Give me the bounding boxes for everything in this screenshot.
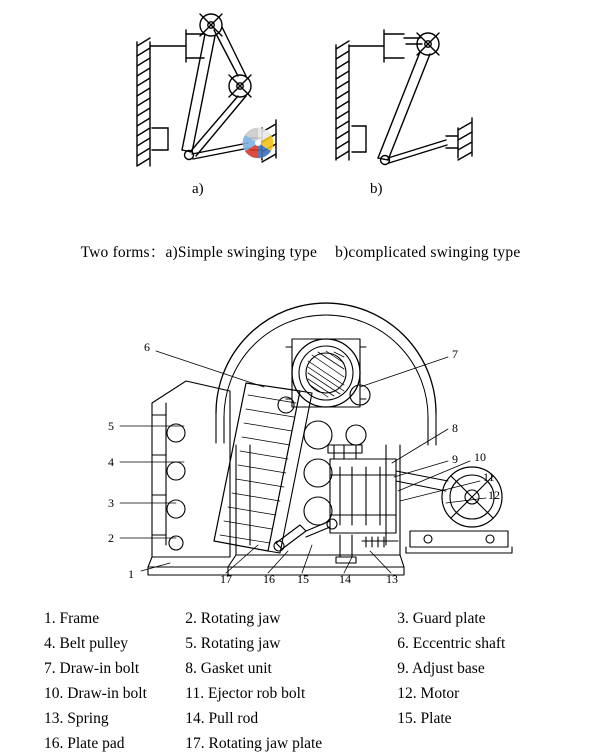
callout-16: 16: [263, 572, 275, 586]
legend-row: [44, 681, 574, 706]
callout-13: 13: [386, 572, 398, 586]
legend-item: 14. Pull rod: [185, 710, 259, 727]
figure-label-b: b): [370, 181, 383, 197]
legend-item: 10. Draw-in bolt: [44, 685, 147, 702]
callout-17: 17: [220, 572, 232, 586]
callout-4: 4: [108, 455, 114, 469]
legend-item: 5. Rotating jaw: [185, 635, 281, 652]
legend-item: 4. Belt pulley: [44, 635, 128, 652]
callout-1: 1: [128, 567, 134, 581]
spring-pullrod: [336, 535, 398, 563]
legend-item: 15. Plate: [397, 710, 452, 727]
legend-item: 16. Plate pad: [44, 735, 125, 752]
legend-item: [397, 731, 574, 756]
legend-item: 2. Rotating jaw: [185, 610, 281, 627]
watermark-logo: [243, 128, 274, 158]
callout-2: 2: [108, 531, 114, 545]
legend-row: [44, 656, 574, 681]
motor-and-pulley: [396, 467, 512, 553]
left-side-plate: [148, 381, 236, 575]
legend-row: [44, 731, 574, 756]
legend-item: 11. Ejector rob bolt: [185, 685, 306, 702]
caption-b: b)complicated swinging type: [335, 244, 521, 261]
callout-leader-lines: [120, 351, 486, 573]
callout-9: 9: [452, 452, 458, 466]
legend-item: 9. Adjust base: [397, 660, 485, 677]
legend-item: 6. Eccentric shaft: [397, 635, 506, 652]
callout-7: 7: [452, 347, 458, 361]
callout-15: 15: [297, 572, 309, 586]
schematic-b: [336, 30, 472, 165]
legend-item: 1. Frame: [44, 610, 100, 627]
legend-row: [44, 706, 574, 731]
legend-item: 8. Gasket unit: [185, 660, 272, 677]
callout-6: 6: [144, 340, 150, 354]
two-forms-caption: [0, 240, 601, 262]
jaw-crusher-cutaway-figure: [0, 295, 601, 595]
legend-item: 12. Motor: [397, 685, 460, 702]
caption-prefix: Two forms：: [80, 244, 166, 261]
callout-11: 11: [483, 470, 495, 484]
caption-a: a)Simple swinging type: [165, 244, 318, 261]
legend-row: [44, 631, 574, 656]
legend-item: 17. Rotating jaw plate: [185, 735, 323, 752]
eccentric-shaft-hub: [286, 339, 366, 407]
legend-item: 3. Guard plate: [397, 610, 486, 627]
callout-12: 12: [488, 488, 500, 502]
callout-14: 14: [339, 572, 351, 586]
legend-row: [44, 606, 574, 631]
callout-5: 5: [108, 419, 114, 433]
frame-body: [228, 445, 404, 575]
figure-label-a: a): [192, 181, 204, 197]
top-figure-labels: [0, 181, 601, 203]
callout-3: 3: [108, 496, 114, 510]
parts-legend: [44, 606, 574, 756]
legend-item: 13. Spring: [44, 710, 109, 727]
callout-10: 10: [474, 450, 486, 464]
legend-item: 7. Draw-in bolt: [44, 660, 140, 677]
callout-8: 8: [452, 421, 458, 435]
